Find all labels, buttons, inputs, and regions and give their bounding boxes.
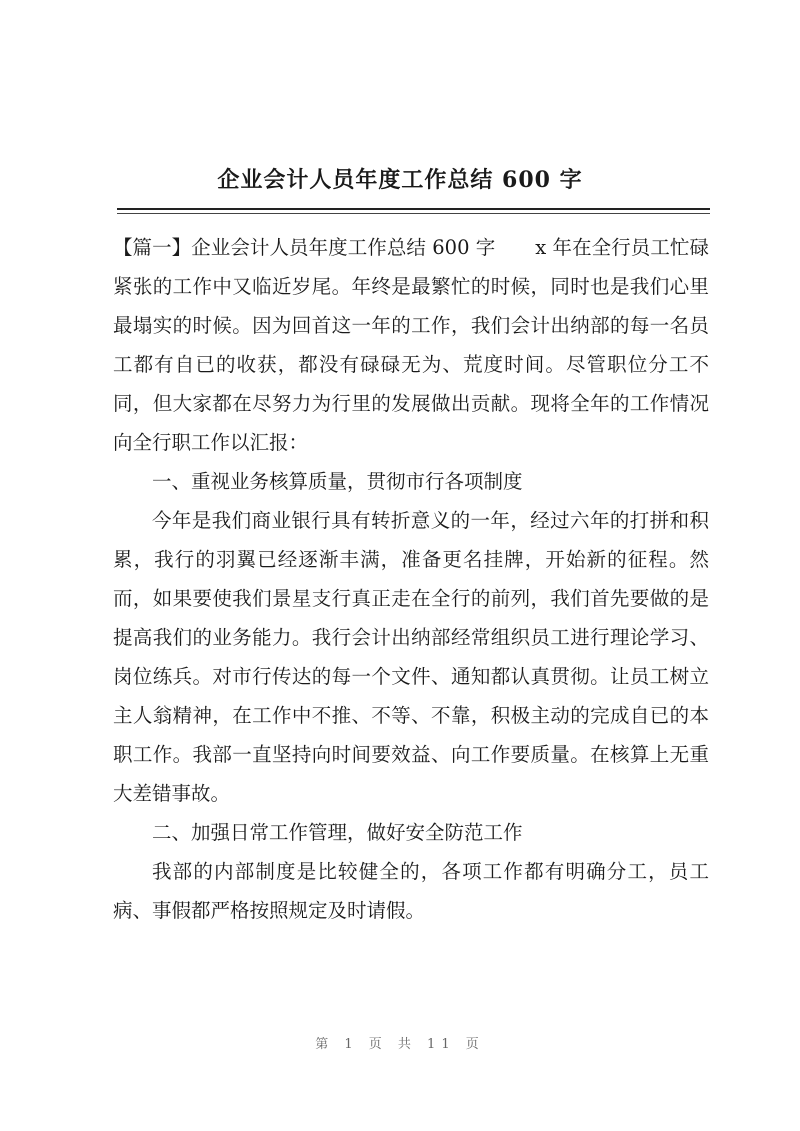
- intro-paragraph: [113, 228, 709, 462]
- page-title: 企业会计人员年度工作总结 600 字: [217, 167, 583, 193]
- document-body: [113, 228, 709, 930]
- intro-text: x 年在全行员工忙碌紧张的工作中又临近岁尾。年终是最繁忙的时候，同时也是我们心里最塌实的时候。因为回首这一年的工作，我们会计出纳部的每一名员工都有自已的收获，都没有碌碌无为、荒度时间。尽管职位分工不同，但大家都在尽努力为行里的发展做出贡献。现将全年的工作情况向全行职工作以汇报：: [113, 236, 709, 454]
- page-footer: 第 1 页 共 11 页: [315, 1037, 485, 1052]
- intro-lead: 【篇一】企业会计人员年度工作总结 600 字: [113, 236, 496, 259]
- section-body-1: 今年是我们商业银行具有转折意义的一年，经过六年的打拼和积累，我行的羽翼已经逐渐丰满，准备更名挂牌，开始新的征程。然而，如果要使我们景星支行真正走在全行的前列，我们首先要做的是提高我们的业务能力。我行会计出纳部经常组织员工进行理论学习、岗位练兵。对市行传达的每一个文件、通知都认真贯彻。让员工树立主人翁精神，在工作中不推、不等、不靠，积极主动的完成自已的本职工作。我部一直坚持向时间要效益、向工作要质量。在核算上无重大差错事故。: [113, 509, 709, 805]
- section-heading-2: 二、加强日常工作管理，做好安全防范工作: [152, 821, 523, 844]
- title-divider: [117, 208, 710, 210]
- section-body-2: 我部的内部制度是比较健全的，各项工作都有明确分工，员工病、事假都严格按照规定及时请假。: [113, 860, 709, 922]
- title-divider-thin: [117, 213, 710, 214]
- section-heading-1: 一、重视业务核算质量，贯彻市行各项制度: [152, 470, 523, 493]
